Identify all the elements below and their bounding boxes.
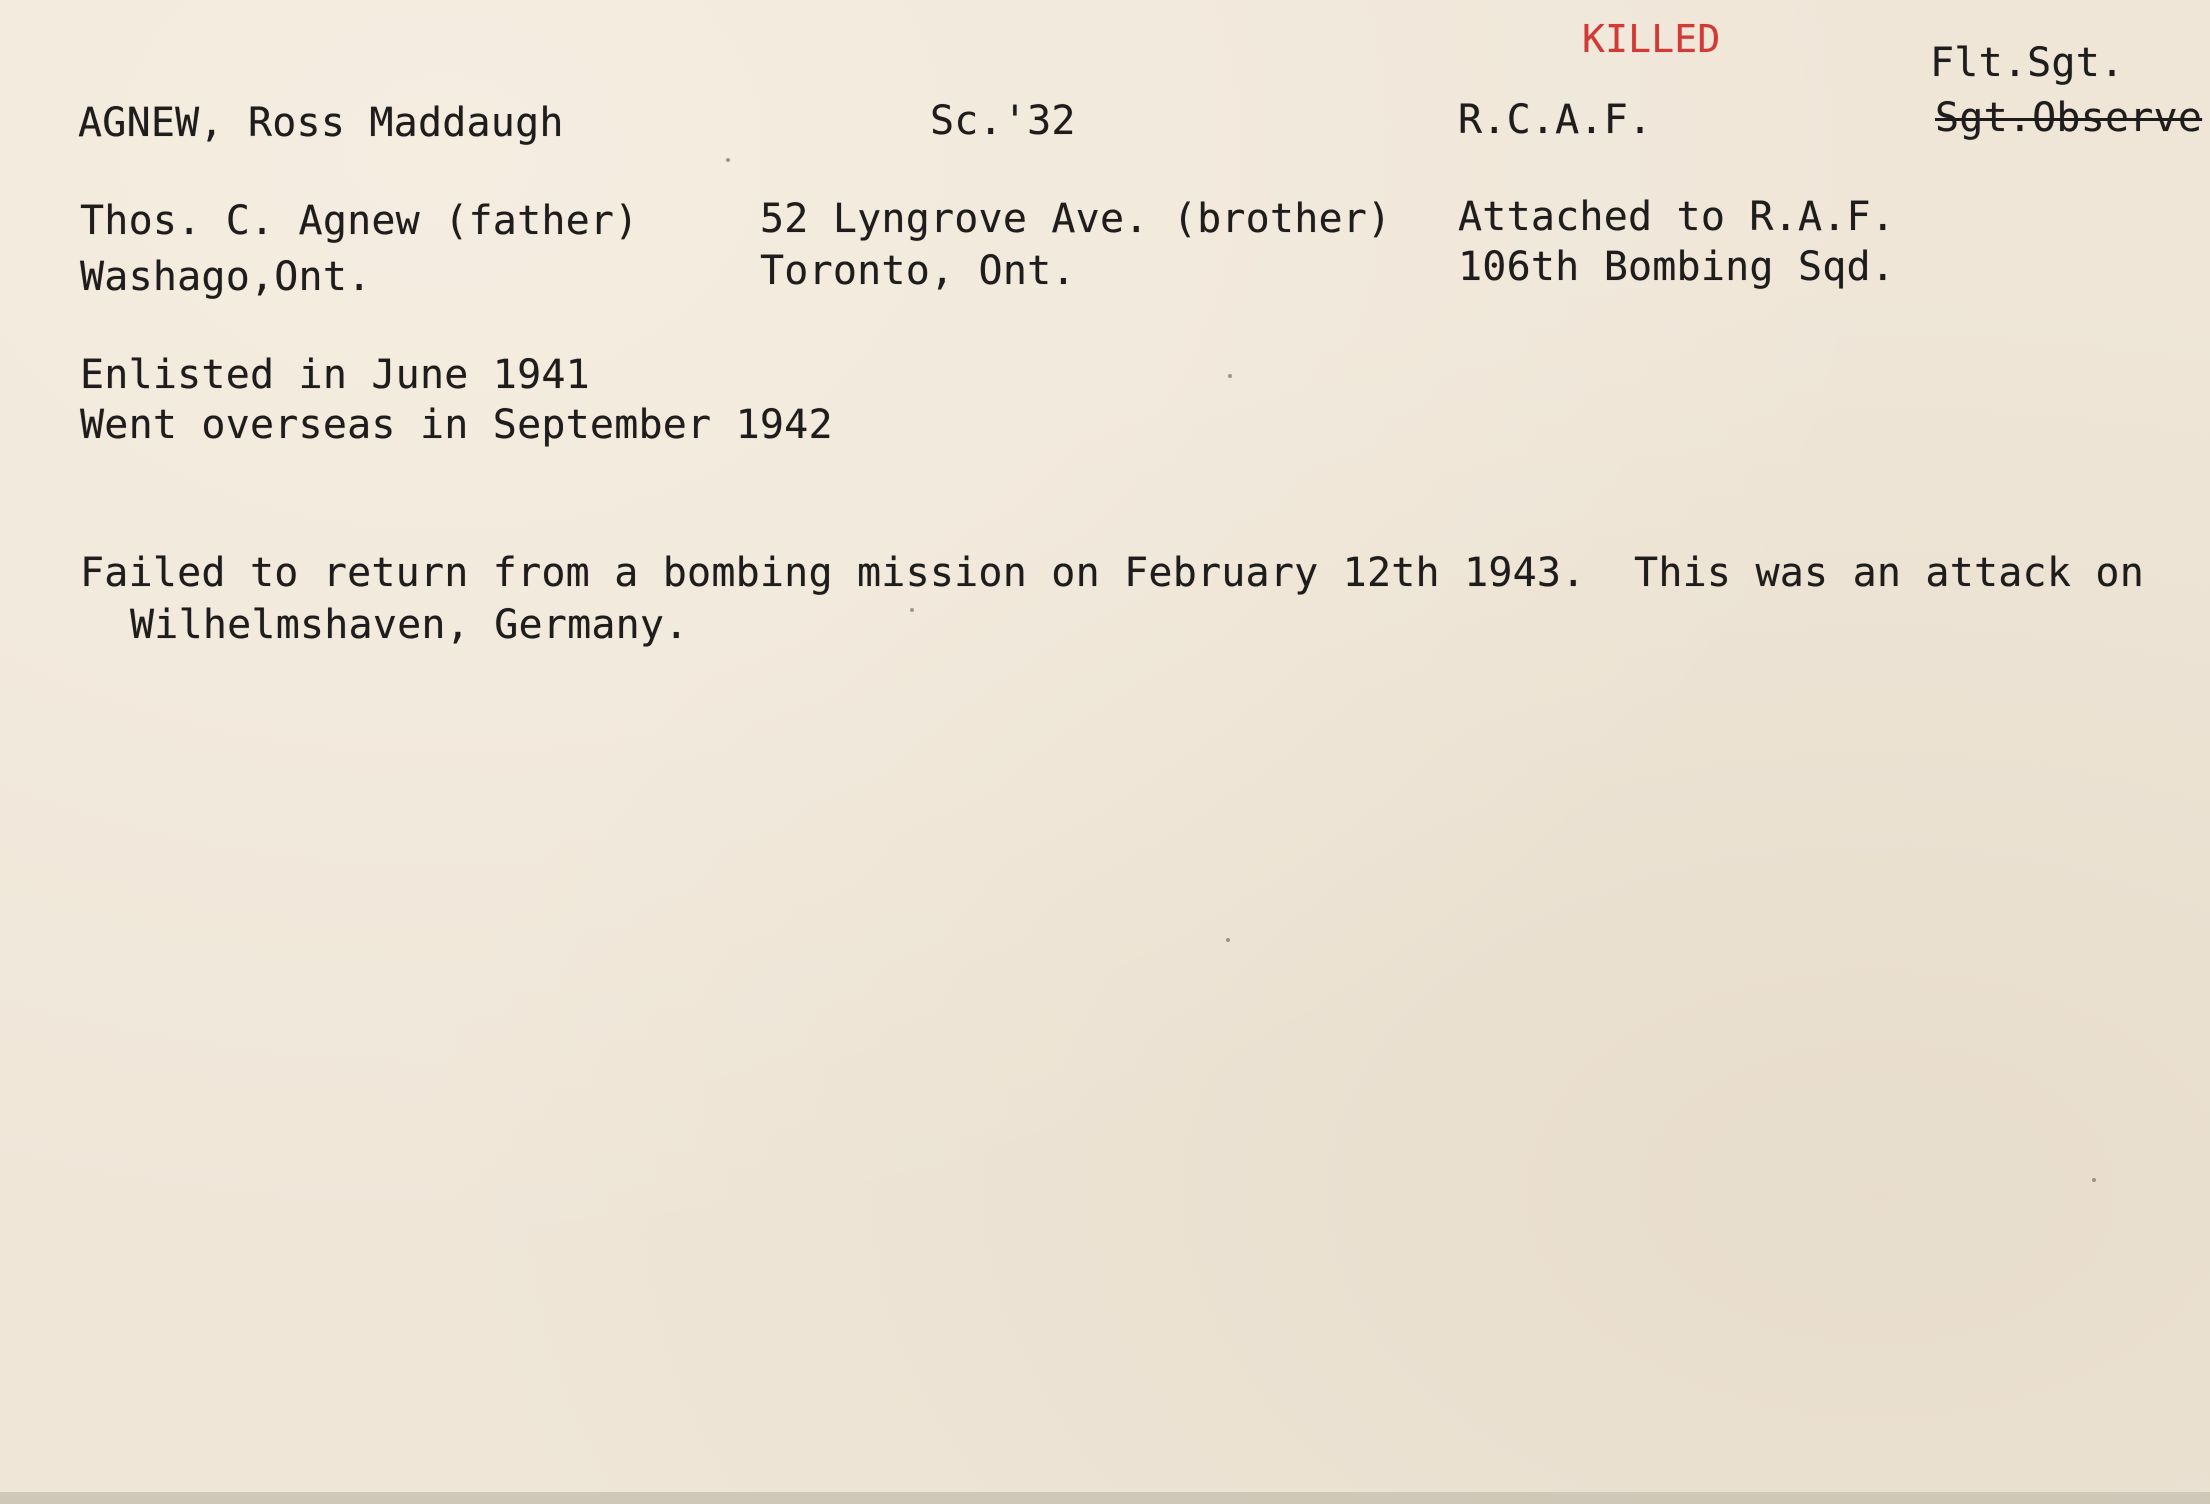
unit-squadron: 106th Bombing Sqd. <box>1458 244 1896 290</box>
rank-current: Flt.Sgt. <box>1930 40 2125 86</box>
fate-note-line2: Wilhelmshaven, Germany. <box>130 602 689 648</box>
enlisted-line: Enlisted in June 1941 <box>80 352 590 398</box>
overseas-line: Went overseas in September 1942 <box>80 402 833 448</box>
paper-speck <box>2092 1178 2096 1182</box>
rank-previous-struck: Sgt.Observe <box>1935 95 2203 141</box>
paper-speck <box>910 608 914 612</box>
paper-speck <box>726 158 730 162</box>
brother-city: Toronto, Ont. <box>760 248 1076 294</box>
card-bottom-edge <box>0 1492 2210 1504</box>
paper-speck <box>1228 374 1232 378</box>
brother-address: 52 Lyngrove Ave. (brother) <box>760 196 1392 242</box>
name-line: AGNEW, Ross Maddaugh <box>78 100 564 146</box>
fate-note-line1: Failed to return from a bombing mission on February 12th 1943. This was an attack on <box>80 550 2144 596</box>
school-year: Sc.'32 <box>930 98 1076 144</box>
father-town: Washago,Ont. <box>80 254 372 300</box>
paper-speck <box>1226 938 1230 942</box>
unit-attached: Attached to R.A.F. <box>1458 194 1896 240</box>
service-branch: R.C.A.F. <box>1458 97 1653 143</box>
status-killed-stamp: KILLED <box>1582 17 1721 61</box>
father-name: Thos. C. Agnew (father) <box>80 198 639 244</box>
